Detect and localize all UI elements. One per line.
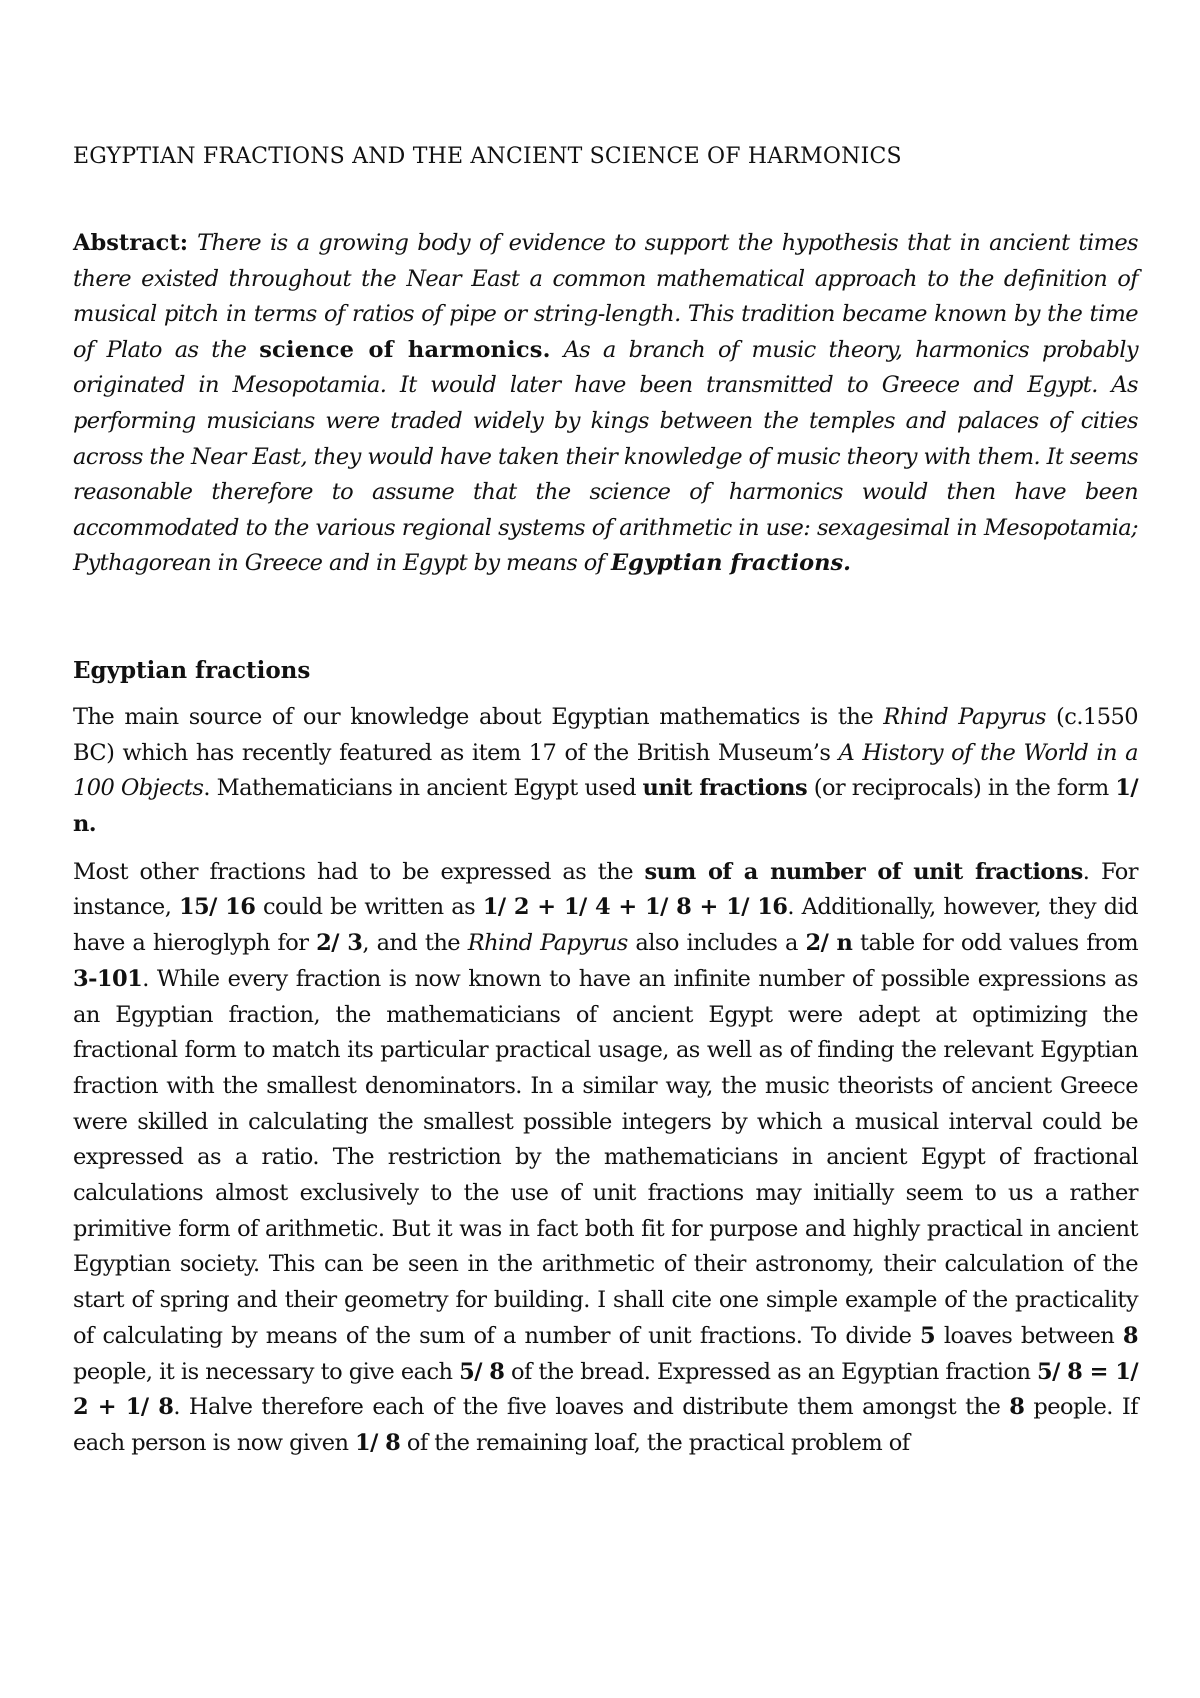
abstract-emphasis-harmonics: science of harmonics. [259,336,551,363]
rhind-papyrus-title: Rhind Papyrus [883,703,1046,730]
abstract-label: Abstract: [73,230,189,256]
formula-1-over-n: 1/ n. [73,775,1138,838]
paragraph-2: Most other fractions had to be expressed as the sum of a number of unit fractions. For instance, 15/ 16 could be written as 1/ 2 + 1/ 4 + 1/ 8 + 1/ 16. Additionally, however, they did have a hieroglyph for 2/ 3, and the Rhind Papyrus also includes a 2/ n table for odd values from 3-101. While every fraction is now known to have an infinite number of possible expressions as an Egyptian fraction, the mathematicians of ancient Egypt were adept at optimizing the fractional form to match its particular practical usage, as well as of finding the relevant Egyptian fraction with the smallest denominators. In a similar way, the music theorists of ancient Greece were skilled in calculating the smallest possible integers by which a musical interval could be expressed as a ratio. The restriction by the mathematicians in ancient Egypt of fractional calculations almost exclusively to the use of unit fractions may initially seem to us a rather primitive form of arithmetic. But it was in fact both fit for purpose and highly practical in ancient Egyptian society. This can be seen in the arithmetic of their astronomy, their calculation of the start of spring and their geometry for building. I shall cite one simple example of the practicality of calculating by means of the sum of a number of unit fractions. To divide 5 loaves between 8 people, it is necessary to give each 5/ 8 of the bread. Expressed as an Egyptian fraction 5/ 8 = 1/ 2 + 1/ 8. Halve therefore each of the five loaves and distribute them amongst the 8 people. If each person is now given 1/ 8 of the remaining loaf, the practical problem of [73,858,1139,1456]
book-title: A History of the World in a 100 Objects [73,739,1138,802]
abstract-paragraph [73,226,1138,582]
page-title: EGYPTIAN FRACTIONS AND THE ANCIENT SCIENCE OF HARMONICS [73,144,902,169]
abstract-text: There is a growing body of evidence to support the hypothesis that in ancient times there existed throughout the Near East a common mathematical approach to the definition of musical pitch in terms of ratios of pipe or string-length. This tradition became known by the time of Plato as the science of harmonics. As a branch of music theory, harmonics probably originated in Mesopotamia. It would later have been transmitted to Greece and Egypt. As performing musicians were traded widely by kings between the temples and palaces of cities across the Near East, they would have taken their knowledge of music theory with them. It seems reasonable therefore to assume that the science of harmonics would then have been accommodated to the various regional systems of arithmetic in use: sexagesimal in Mesopotamia; Pythagorean in Greece and in Egypt by means of Egyptian fractions. [73,230,1139,577]
abstract-emphasis-egyptian-fractions: Egyptian fractions. [610,550,851,577]
section-heading: Egyptian fractions [73,656,311,684]
paragraph-1: The main source of our knowledge about Egyptian mathematics is the Rhind Papyrus (c.1550 BC) which has recently featured as item 17 of the British Museum’s A History of the World in a 100 Objects. Mathematicians in ancient Egypt used unit fractions (or reciprocals) in the form 1/ n. [73,703,1138,838]
term-unit-fractions: unit fractions [642,775,808,802]
